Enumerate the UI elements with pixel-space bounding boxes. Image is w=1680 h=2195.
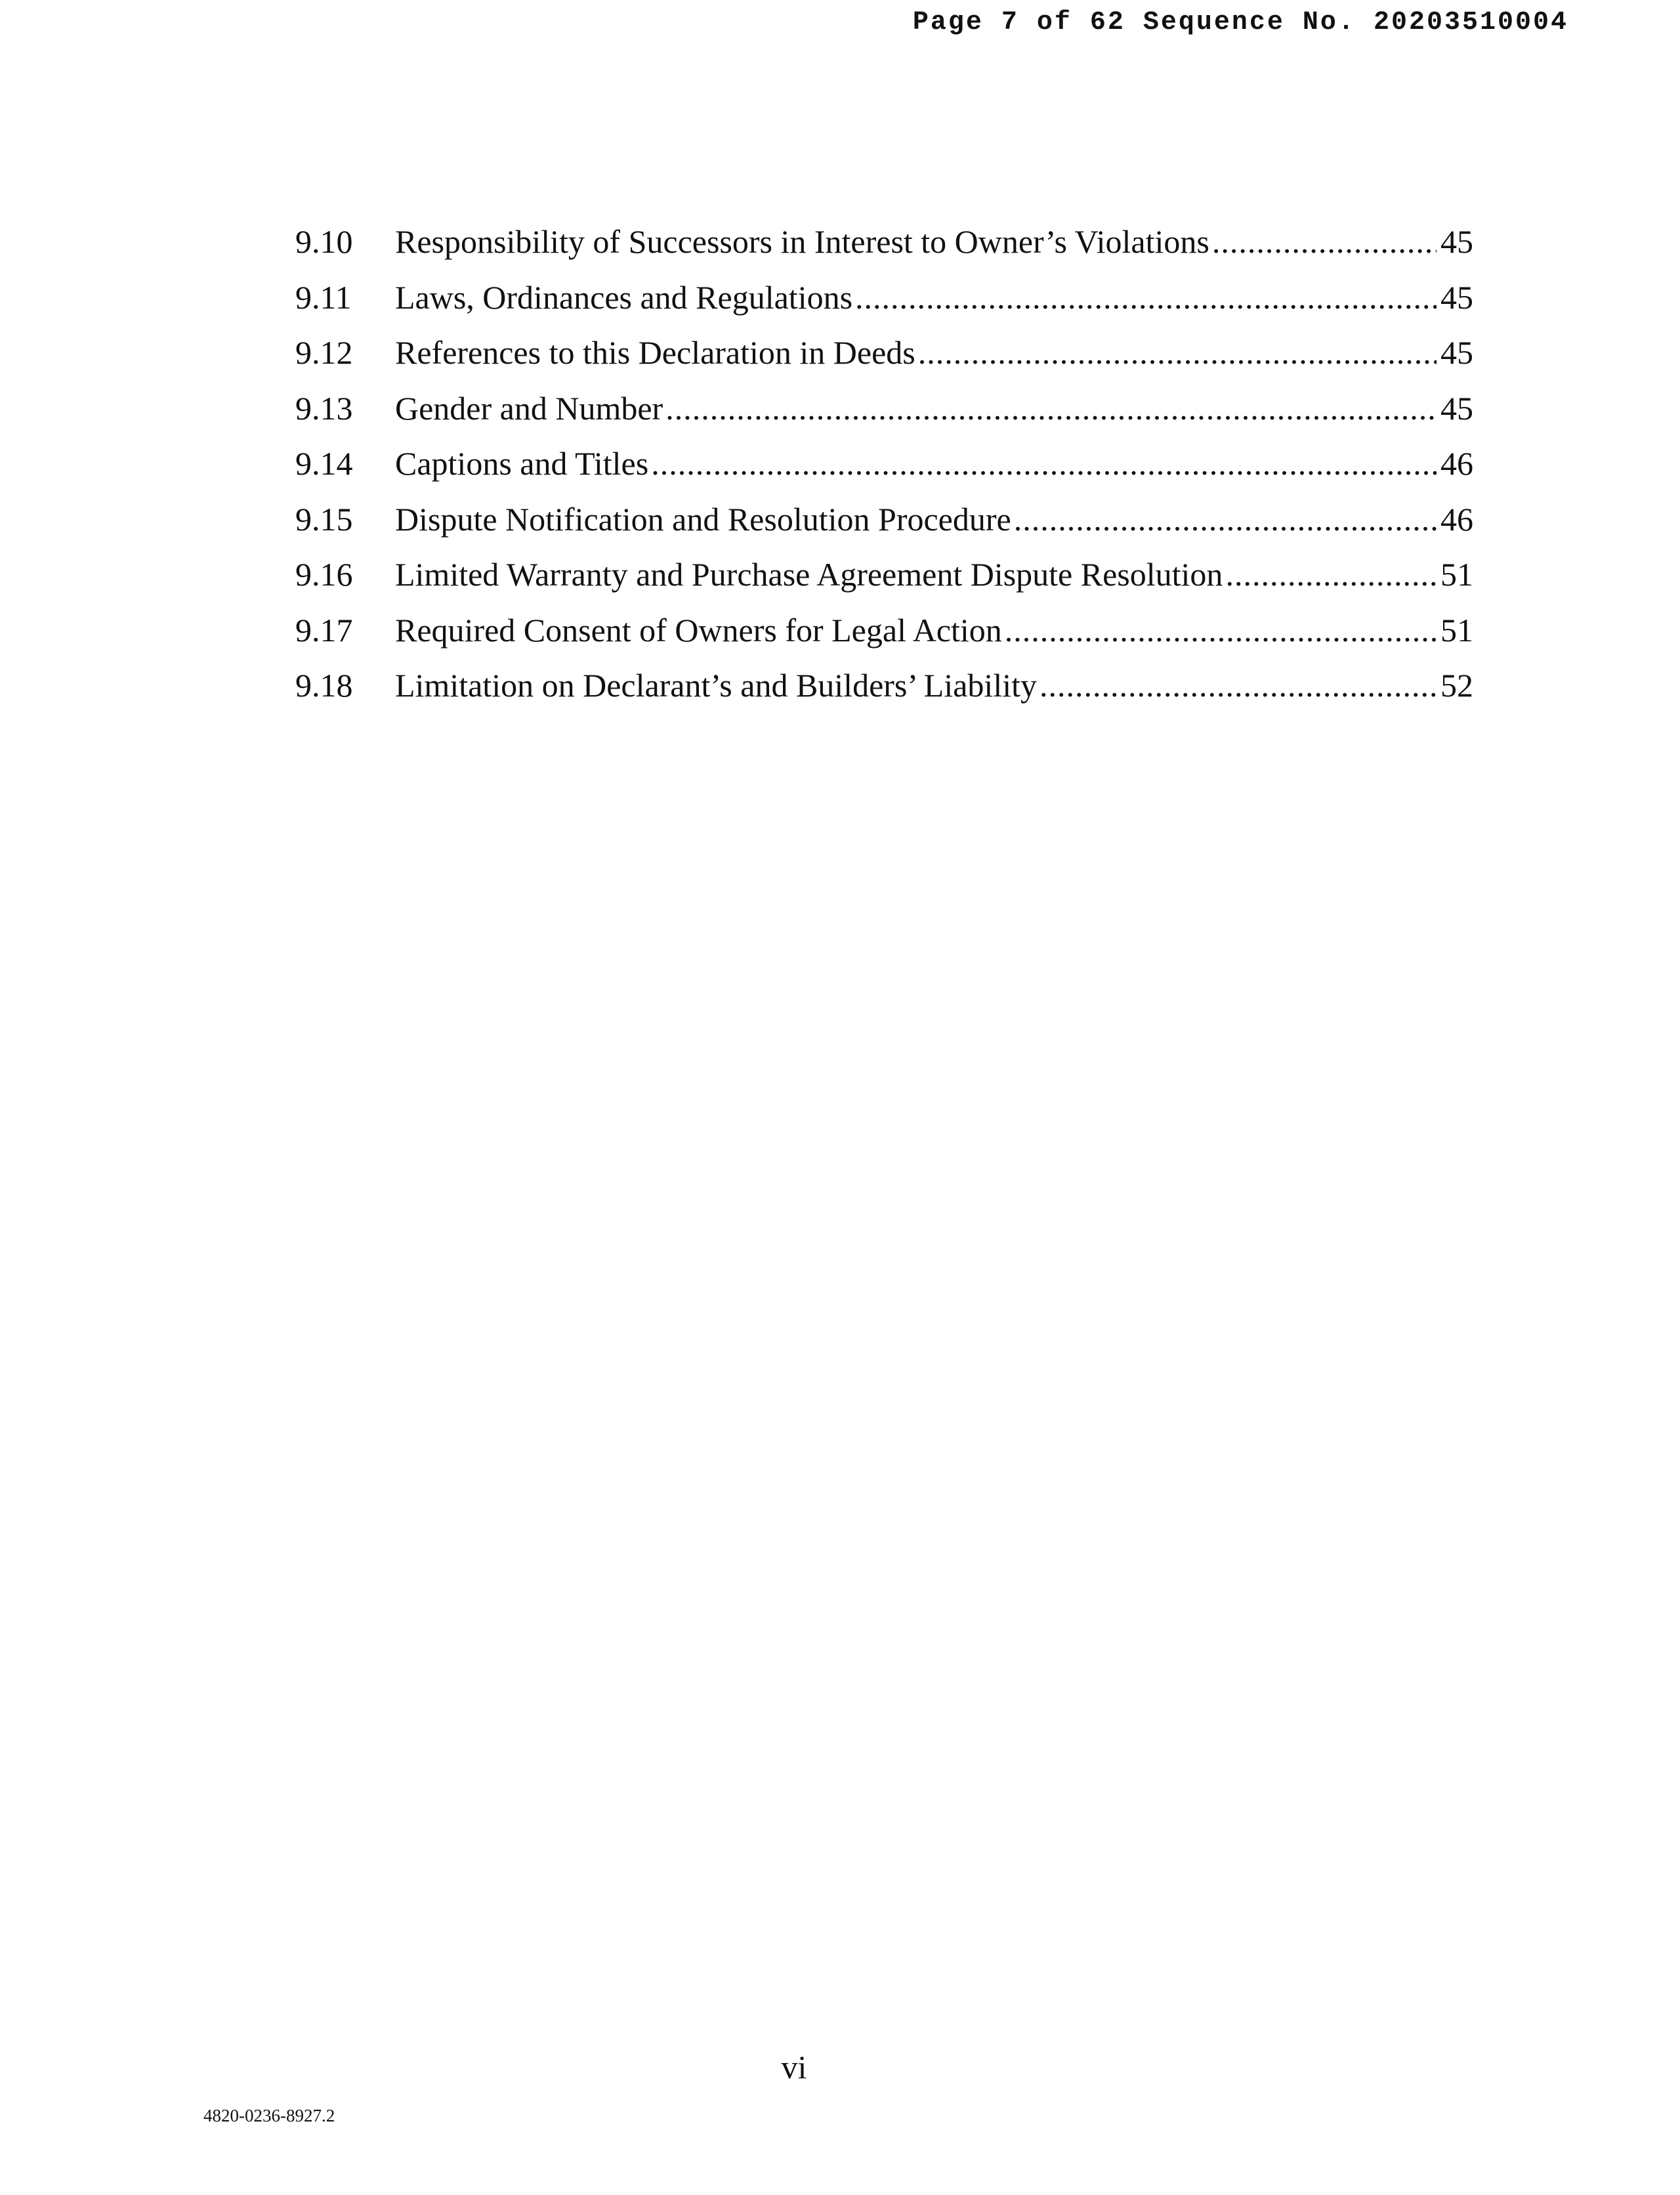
toc-entry — [295, 325, 1473, 381]
toc-entry — [295, 214, 1473, 270]
toc-section-number: 9.17 — [295, 611, 353, 649]
toc-section-number: 9.14 — [295, 445, 353, 482]
toc-section-title: Laws, Ordinances and Regulations — [395, 278, 853, 316]
toc-section-title: Responsibility of Successors in Interest to Owner’s Violations — [395, 223, 1209, 260]
toc-page-number: 46 — [1440, 445, 1473, 482]
toc-section-number: 9.11 — [295, 278, 352, 316]
toc-section-number: 9.18 — [295, 667, 353, 704]
toc-section-title: Dispute Notification and Resolution Procedure — [395, 500, 1011, 538]
toc-dot-leader — [1005, 603, 1437, 658]
toc-entry — [295, 270, 1473, 326]
toc-page-number: 45 — [1440, 223, 1473, 260]
document-id: 4820-0236-8927.2 — [203, 2106, 335, 2125]
toc-section-number: 9.16 — [295, 556, 353, 593]
toc-dot-leader — [1225, 547, 1437, 603]
toc-entry — [295, 658, 1473, 714]
toc-entry — [295, 436, 1473, 492]
footer-page-number: vi — [781, 2049, 807, 2085]
table-of-contents — [295, 214, 1473, 714]
toc-page-number: 46 — [1440, 500, 1473, 538]
toc-section-number: 9.15 — [295, 500, 353, 538]
page-sequence-stamp: Page 7 of 62 Sequence No. 20203510004 — [912, 8, 1568, 37]
toc-section-title: Required Consent of Owners for Legal Action — [395, 611, 1002, 649]
toc-dot-leader — [855, 270, 1437, 326]
toc-dot-leader — [665, 381, 1437, 437]
toc-entry — [295, 492, 1473, 547]
toc-dot-leader — [1014, 492, 1437, 547]
toc-entry — [295, 603, 1473, 658]
toc-dot-leader — [651, 436, 1437, 492]
toc-page-number: 45 — [1440, 389, 1473, 427]
toc-section-title: Captions and Titles — [395, 445, 649, 482]
toc-section-number: 9.12 — [295, 334, 353, 371]
toc-entry — [295, 381, 1473, 437]
toc-page-number: 52 — [1440, 667, 1473, 704]
toc-page-number: 51 — [1440, 611, 1473, 649]
toc-section-title: Gender and Number — [395, 389, 663, 427]
toc-dot-leader — [918, 325, 1437, 381]
toc-page-number: 45 — [1440, 334, 1473, 371]
toc-section-title: References to this Declaration in Deeds — [395, 334, 915, 371]
toc-dot-leader — [1040, 658, 1437, 714]
toc-page-number: 45 — [1440, 278, 1473, 316]
toc-section-title: Limitation on Declarant’s and Builders’ Liability — [395, 667, 1038, 704]
toc-section-number: 9.10 — [295, 223, 353, 260]
toc-entry — [295, 547, 1473, 603]
toc-page-number: 51 — [1440, 556, 1473, 593]
toc-dot-leader — [1212, 214, 1437, 270]
toc-section-number: 9.13 — [295, 389, 353, 427]
toc-section-title: Limited Warranty and Purchase Agreement Dispute Resolution — [395, 556, 1223, 593]
